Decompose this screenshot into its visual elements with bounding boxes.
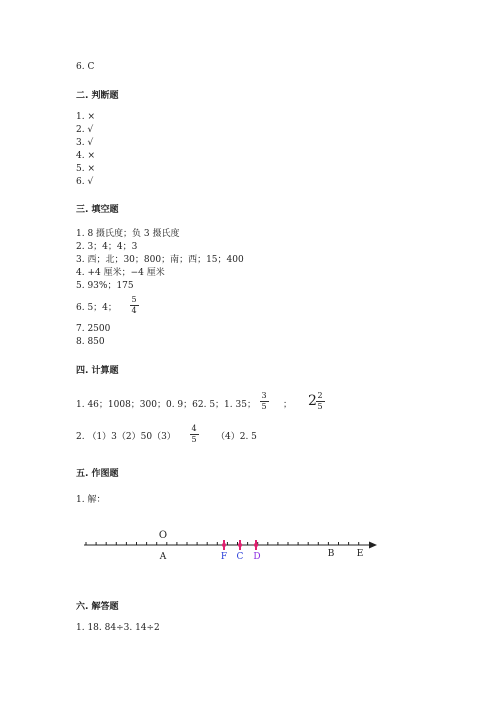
calc-item-2-prefix: 2. （1）3（2）50（3） (76, 432, 176, 442)
section-heading-judgment: 二. 判断题 (76, 91, 119, 101)
section-heading-fill-blank: 三. 填空题 (76, 205, 119, 215)
label-a: A (159, 552, 167, 562)
mixed-number-whole: 2 (308, 393, 317, 409)
fill-item-4: 4. +4 厘米；−4 厘米 (76, 268, 165, 278)
fill-item-7: 7. 2500 (76, 324, 111, 334)
fill-item-2: 2. 3；4；4；3 (76, 242, 138, 252)
fraction-denominator: 5 (261, 402, 267, 411)
fill-item-6-prefix: 6. 5；4； (76, 303, 117, 313)
judgment-item-4: 4. × (76, 151, 95, 161)
label-e: E (356, 549, 364, 559)
judgment-item-2: 2. √ (76, 125, 94, 135)
fill-item-5: 5. 93%；175 (76, 281, 134, 291)
calc-item-1-prefix: 1. 46；1008；300；0. 9；62. 5；1. 35； (76, 400, 256, 410)
label-f: F (220, 552, 228, 562)
fraction-numerator: 2 (317, 391, 323, 400)
point-c-marker (238, 540, 242, 550)
fraction-numerator: 4 (191, 424, 197, 433)
calc-separator: ； (283, 400, 293, 410)
label-b: B (327, 549, 335, 559)
fill-item-1: 1. 8 摄氏度；负 3 摄氏度 (76, 229, 180, 239)
fraction-denominator: 5 (317, 402, 323, 411)
label-c: C (236, 552, 244, 562)
answer-item-1: 1. 18. 84÷3. 14÷2 (76, 623, 160, 633)
arrow-head-icon (369, 542, 377, 549)
section-heading-answer: 六. 解答题 (76, 602, 119, 612)
drawing-item-1: 1. 解： (76, 495, 106, 505)
judgment-item-3: 3. √ (76, 138, 94, 148)
fraction-numerator: 3 (261, 391, 267, 400)
fraction-denominator: 5 (191, 435, 197, 444)
judgment-item-5: 5. × (76, 164, 95, 174)
fill-item-8: 8. 850 (76, 337, 105, 347)
label-d: D (253, 552, 261, 562)
judgment-item-6: 6. √ (76, 177, 94, 187)
section-heading-drawing: 五. 作图题 (76, 469, 119, 479)
fraction-denominator: 4 (131, 306, 137, 315)
fill-item-3: 3. 西；北；30；800；南；西；15；400 (76, 255, 244, 265)
judgment-item-1: 1. × (76, 112, 95, 122)
answer-line-6c: 6. C (76, 62, 95, 72)
point-f-marker (222, 540, 226, 550)
point-d-marker (254, 540, 258, 550)
section-heading-calculation: 四. 计算题 (76, 366, 119, 376)
fraction-numerator: 5 (131, 295, 137, 304)
calc-item-2-suffix: （4）2. 5 (216, 432, 257, 442)
label-o: O (158, 530, 168, 541)
